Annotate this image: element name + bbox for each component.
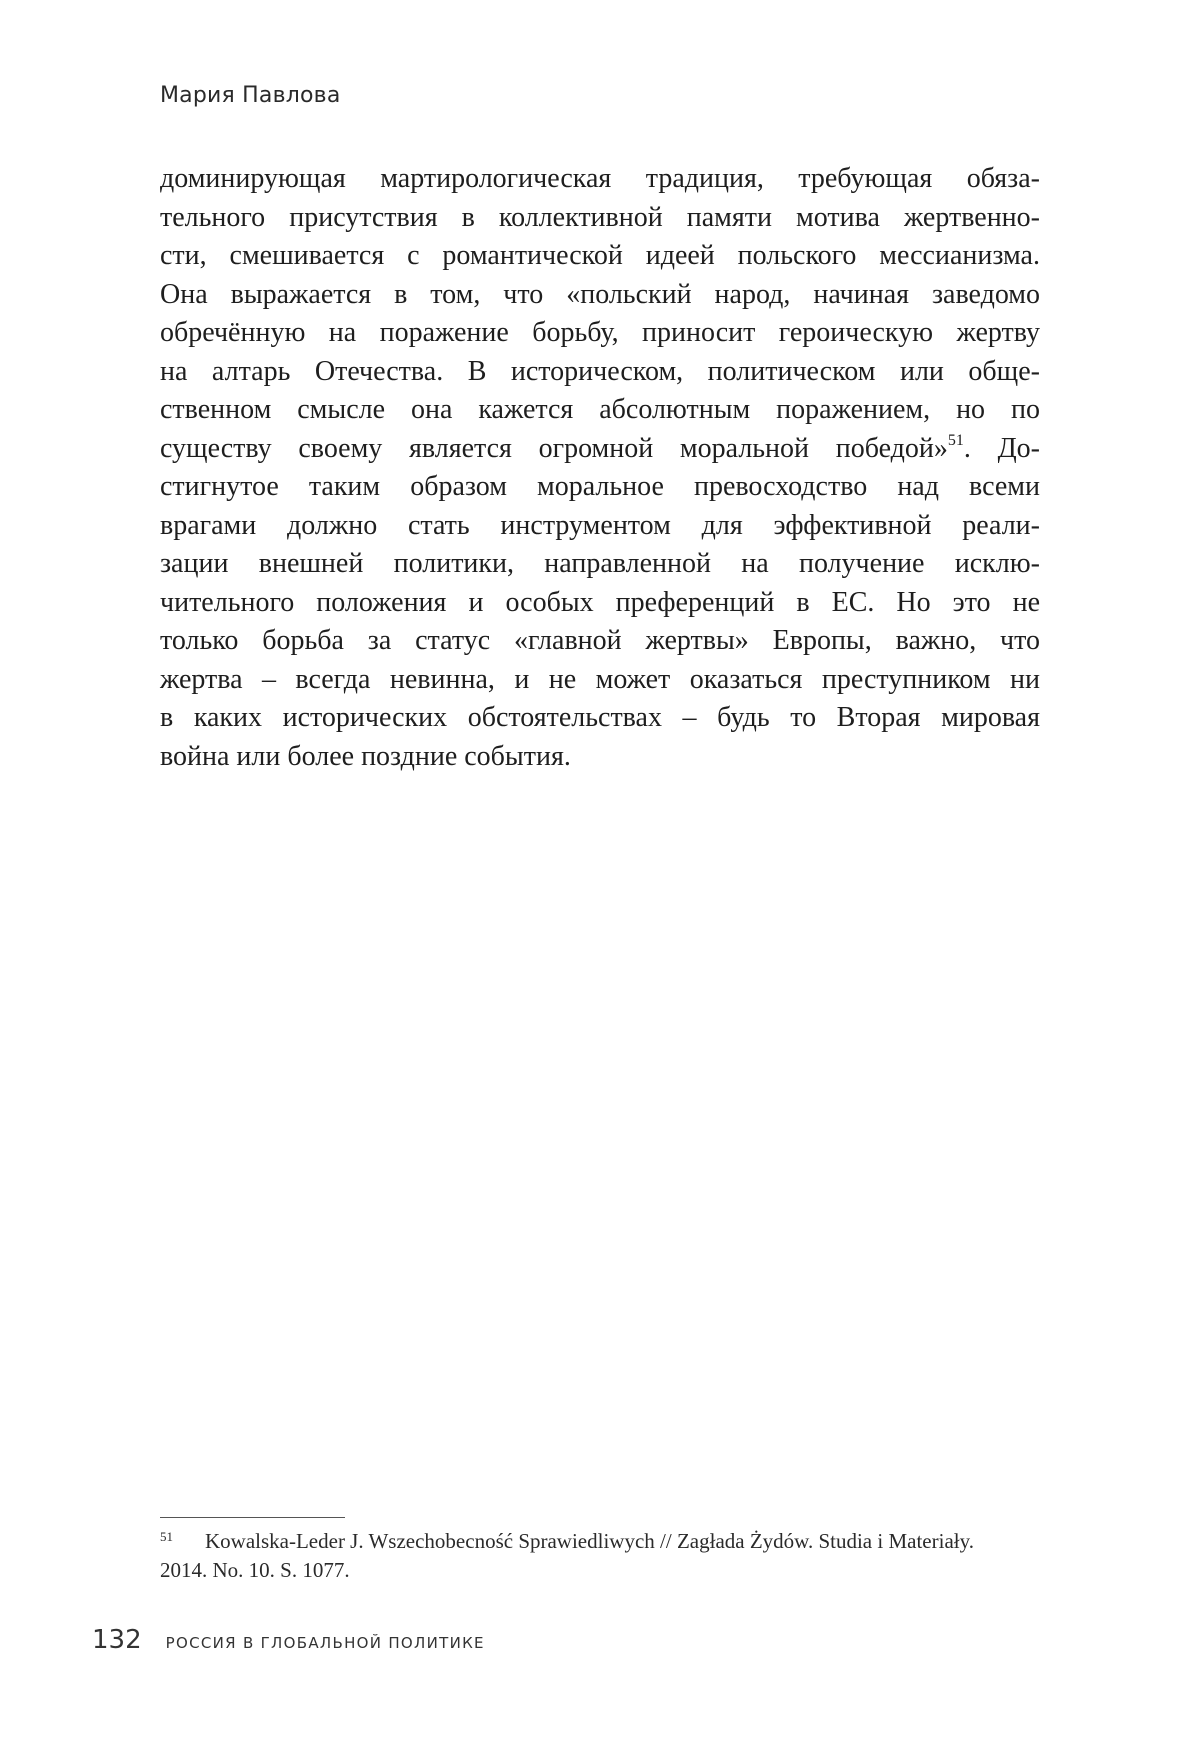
footnote-text: Kowalska-Leder J. Wszechobecność Sprawiedliwych // Zagłada Żydów. Studia i Materiały.: [205, 1529, 974, 1553]
body-line: врагами должно стать инструментом для эффективной реали-: [160, 509, 1040, 541]
running-head-author: Мария Павлова: [160, 83, 341, 108]
body-line-text: существу своему является огромной моральной победой»: [160, 432, 948, 464]
page-number: 132: [92, 1625, 142, 1655]
body-line: на алтарь Отечества. В историческом, политическом или обще-: [160, 355, 1040, 387]
body-line: сти, смешивается с романтической идеей польского мессианизма.: [160, 240, 1040, 271]
footnote-line: 2014. No. 10. S. 1077.: [160, 1558, 350, 1582]
body-line-with-footnote-ref: [160, 430, 1040, 469]
footnote: [160, 1527, 1040, 1585]
journal-title: РОССИЯ В ГЛОБАЛЬНОЙ ПОЛИТИКЕ: [165, 1634, 485, 1652]
body-line: стигнутое таким образом моральное превосходство над всеми: [160, 471, 1040, 502]
body-line: жертва – всегда невинна, и не может оказаться преступником ни: [160, 663, 1040, 695]
body-line: Она выражается в том, что «польский народ, начиная заведомо: [160, 278, 1040, 310]
page-footer: [92, 1625, 485, 1655]
body-line: только борьба за статус «главной жертвы» Европы, важно, что: [160, 625, 1040, 656]
body-line: ственном смысле она кажется абсолютным поражением, но по: [160, 394, 1040, 425]
body-line: доминирующая мартирологическая традиция, требующая обяза-: [160, 163, 1040, 194]
footnote-reference[interactable]: 51: [947, 431, 964, 449]
body-line-tail: . До-: [963, 432, 1040, 464]
body-line: чительного положения и особых преференций в ЕС. Но это не: [160, 586, 1040, 618]
body-line: обречённую на поражение борьбу, приносит героическую жертву: [160, 317, 1040, 348]
footnote-separator: [160, 1517, 345, 1518]
body-text: [160, 160, 1040, 776]
body-line: война или более поздние события.: [160, 740, 571, 772]
body-line: зации внешней политики, направленной на получение исклю-: [160, 548, 1040, 579]
footnote-line: 51 Kowalska-Leder J. Wszechobecność Sprawiedliwych // Zagłada Żydów. Studia i Materiały.: [160, 1529, 974, 1553]
body-line: в каких исторических обстоятельствах – будь то Вторая мировая: [160, 702, 1040, 733]
body-line: тельного присутствия в коллективной памяти мотива жертвенно-: [160, 201, 1040, 233]
